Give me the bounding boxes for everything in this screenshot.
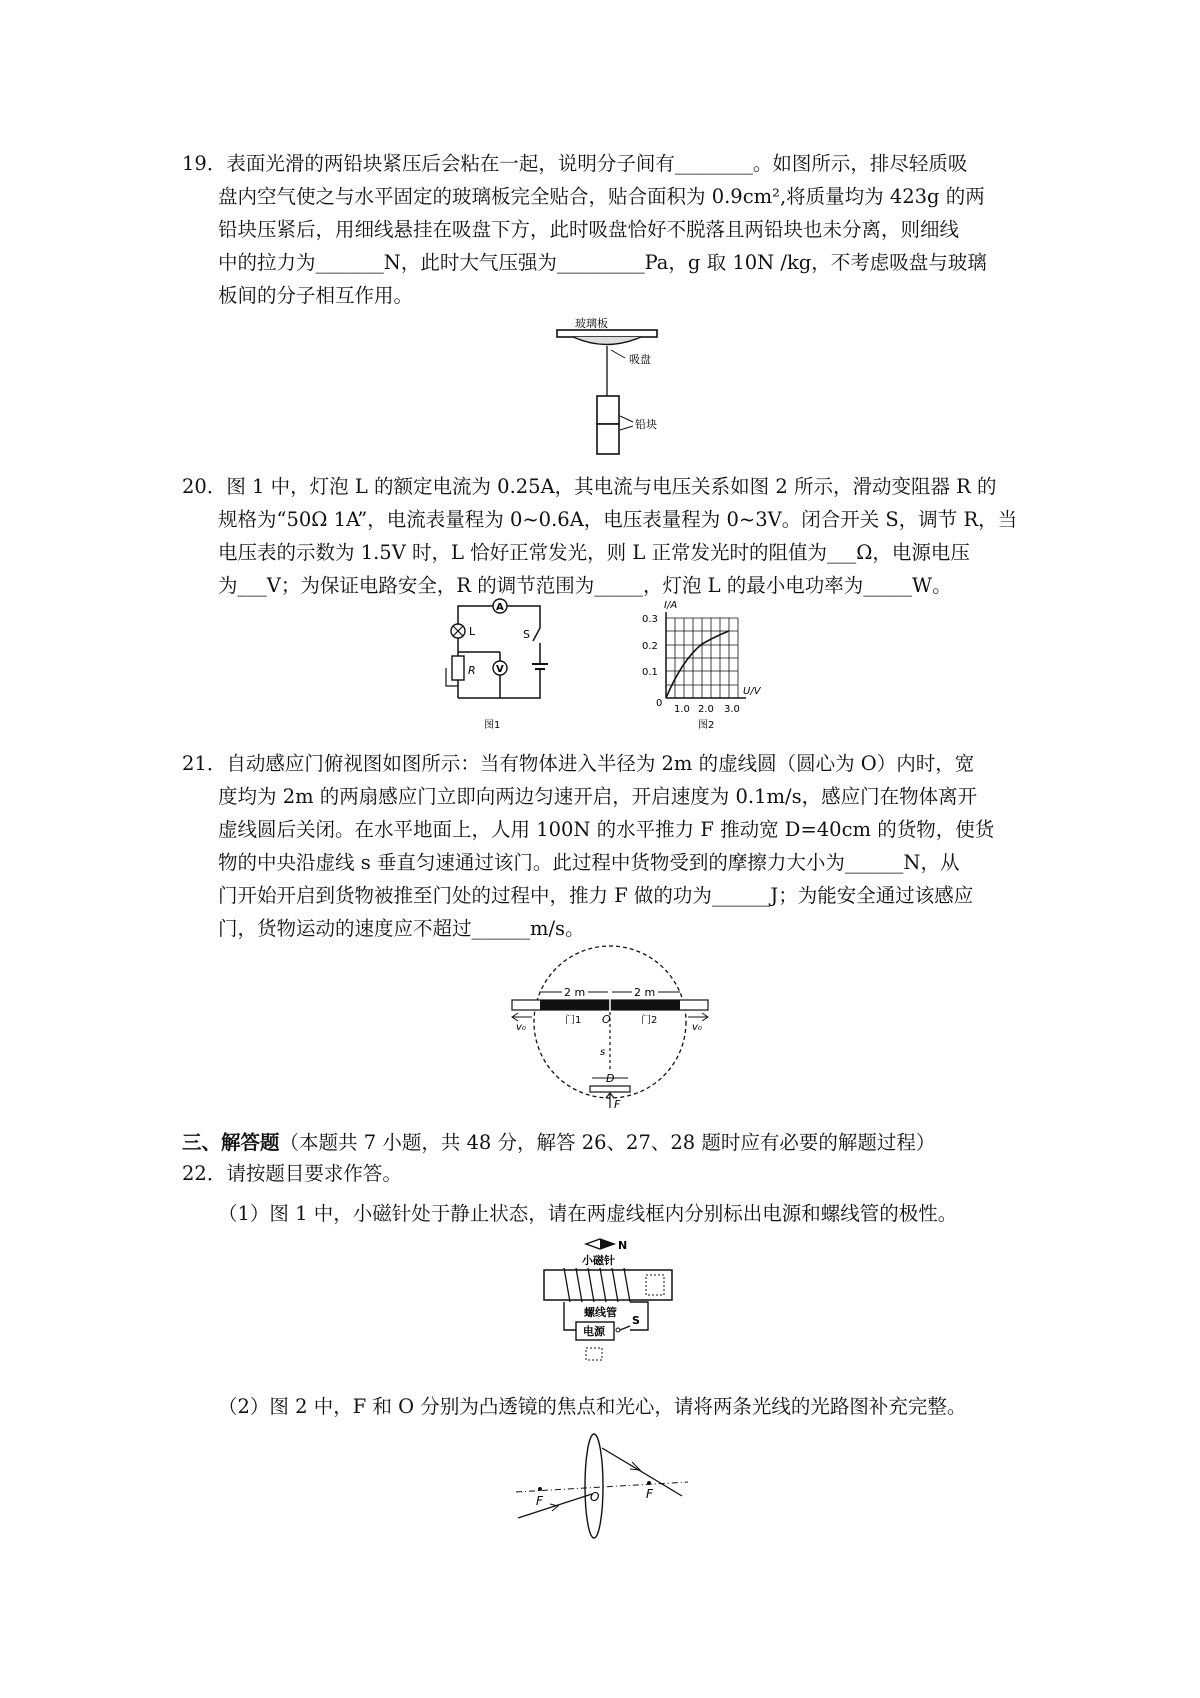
svg-text:S: S — [632, 1314, 640, 1327]
glass-plate — [557, 330, 657, 337]
q21-line: 物的中央沿虚线 s 垂直匀速通过该门。此过程中货物受到的摩擦力大小为______N，从 — [218, 851, 960, 874]
q22-intro: 22．请按题目要求作答。 — [182, 1162, 402, 1185]
cargo — [590, 1086, 630, 1092]
svg-text:F: F — [646, 1487, 653, 1501]
switch — [620, 1326, 630, 1330]
q19-line: 19．表面光滑的两铅块紧压后会粘在一起，说明分子间有________。如图所示，排尽轻质吸 — [182, 152, 968, 175]
fig1-caption: 图1 — [484, 720, 501, 731]
svg-text:s: s — [600, 1047, 606, 1058]
question-20 — [182, 470, 1032, 602]
q20-line: 20．图 1 中，灯泡 L 的额定电流为 0.25A，其电流与电压关系如图 2 所示，滑动变阻器 R 的 — [182, 475, 997, 498]
question-19 — [182, 147, 1032, 312]
q22-part-2: （2）图 2 中，F 和 O 分别为凸透镜的焦点和光心，请将两条光线的光路图补充完整。 — [218, 1395, 967, 1418]
svg-text:2 m: 2 m — [564, 986, 586, 999]
blocks-label: 铅块 — [635, 418, 657, 431]
refracted-ray — [602, 1448, 682, 1496]
svg-text:F: F — [536, 1494, 543, 1508]
y-tick: 0.1 — [642, 667, 658, 678]
lens-figure — [512, 1432, 692, 1542]
svg-text:V: V — [496, 664, 504, 675]
svg-text:0: 0 — [656, 698, 663, 709]
svg-text:门1: 门1 — [565, 1015, 582, 1026]
cup-label: 吸盘 — [629, 353, 651, 366]
focus-right — [647, 1481, 651, 1485]
q20-line: 为___V；为保证电路安全，R 的调节范围为_____，灯泡 L 的最小电功率为_____W。 — [218, 574, 952, 597]
incident-ray — [518, 1494, 592, 1518]
iv-graph-figure-2 — [640, 598, 770, 738]
svg-text:D: D — [606, 1072, 615, 1085]
solenoid-figure — [540, 1238, 700, 1370]
svg-text:v₀: v₀ — [692, 1022, 702, 1033]
svg-text:L: L — [469, 625, 476, 638]
q19-line: 铅块压紧后，用细线悬挂在吸盘下方，此时吸盘恰好不脱落且两铅块也未分离，则细线 — [218, 218, 960, 241]
lead-block-lower — [597, 424, 619, 454]
switch — [533, 628, 540, 641]
svg-text:门2: 门2 — [641, 1015, 658, 1026]
svg-text:S: S — [523, 628, 530, 641]
svg-text:U/V: U/V — [743, 686, 761, 697]
q19-line: 板间的分子相互作用。 — [218, 284, 414, 307]
fig2-caption: 图2 — [698, 720, 715, 731]
q20-line: 电压表的示数为 1.5V 时，L 恰好正常发光，则 L 正常发光时的阻值为___Ω，电源电压 — [218, 541, 970, 564]
svg-text:I/A: I/A — [664, 600, 678, 611]
focus-left — [538, 1487, 542, 1491]
section-3-note: （本题共 7 小题，共 48 分，解答 26、27、28 题时应有必要的解题过程） — [279, 1131, 936, 1154]
svg-text:A: A — [496, 602, 504, 613]
q21-line: 门，货物运动的速度应不超过______m/s。 — [218, 917, 585, 940]
iv-curve — [666, 631, 729, 698]
q21-line: 21．自动感应门俯视图如图所示：当有物体进入半径为 2m 的虚线圆（圆心为 O）内时，宽 — [182, 752, 975, 775]
circuit-figure-1 — [440, 598, 550, 738]
coil-label: 螺线管 — [584, 1306, 617, 1319]
svg-text:电源: 电源 — [583, 1325, 605, 1338]
y-tick: 0.2 — [642, 641, 658, 652]
suction-cup — [573, 337, 641, 345]
svg-text:O: O — [590, 1490, 600, 1504]
section-3-title: 三、解答题 — [182, 1131, 280, 1154]
q19-line: 中的拉力为_______N，此时大气压强为_________Pa，g 取 10N /kg，不考虑吸盘与玻璃 — [218, 251, 987, 274]
x-tick: 1.0 — [674, 704, 690, 715]
grid — [666, 618, 738, 698]
q21-line: 门开始开启到货物被推至门处的过程中，推力 F 做的功为______J；为能安全通过该感应 — [218, 884, 974, 907]
needle-label: 小磁针 — [582, 1254, 615, 1267]
x-tick: 2.0 — [698, 704, 714, 715]
convex-lens — [585, 1434, 603, 1538]
q21-line: 虚线圆后关闭。在水平地面上，人用 100N 的水平推力 F 推动宽 D=40cm 的货物，使货 — [218, 818, 995, 841]
q20-line: 规格为“50Ω 1A”，电流表量程为 0~0.6A，电压表量程为 0~3V。闭合开关 S，调节 R，当 — [218, 508, 1018, 531]
section-3-header — [182, 1128, 935, 1158]
y-tick: 0.3 — [642, 614, 658, 625]
lead-block-upper — [597, 396, 619, 424]
q21-line: 度均为 2m 的两扇感应门立即向两边匀速开启，开启速度为 0.1m/s，感应门在物体离开 — [218, 785, 978, 808]
glass-label: 玻璃板 — [575, 317, 608, 330]
sensor-door-figure — [510, 940, 710, 1110]
svg-text:N: N — [618, 1239, 628, 1252]
source-pole-box — [586, 1348, 602, 1360]
svg-text:O: O — [602, 1013, 611, 1026]
question-21 — [182, 747, 1032, 945]
svg-text:R: R — [468, 664, 476, 677]
q22-part-1: （1）图 1 中，小磁针处于静止状态，请在两虚线框内分别标出电源和螺线管的极性。 — [218, 1202, 958, 1225]
rheostat — [452, 656, 464, 680]
x-tick: 3.0 — [724, 704, 740, 715]
svg-text:v₀: v₀ — [516, 1022, 526, 1033]
q19-line: 盘内空气使之与水平固定的玻璃板完全贴合，贴合面积为 0.9cm²,将质量均为 423g 的两 — [218, 185, 985, 208]
svg-text:2 m: 2 m — [634, 986, 656, 999]
svg-text:F: F — [614, 1098, 621, 1111]
suction-cup-figure — [555, 318, 705, 458]
